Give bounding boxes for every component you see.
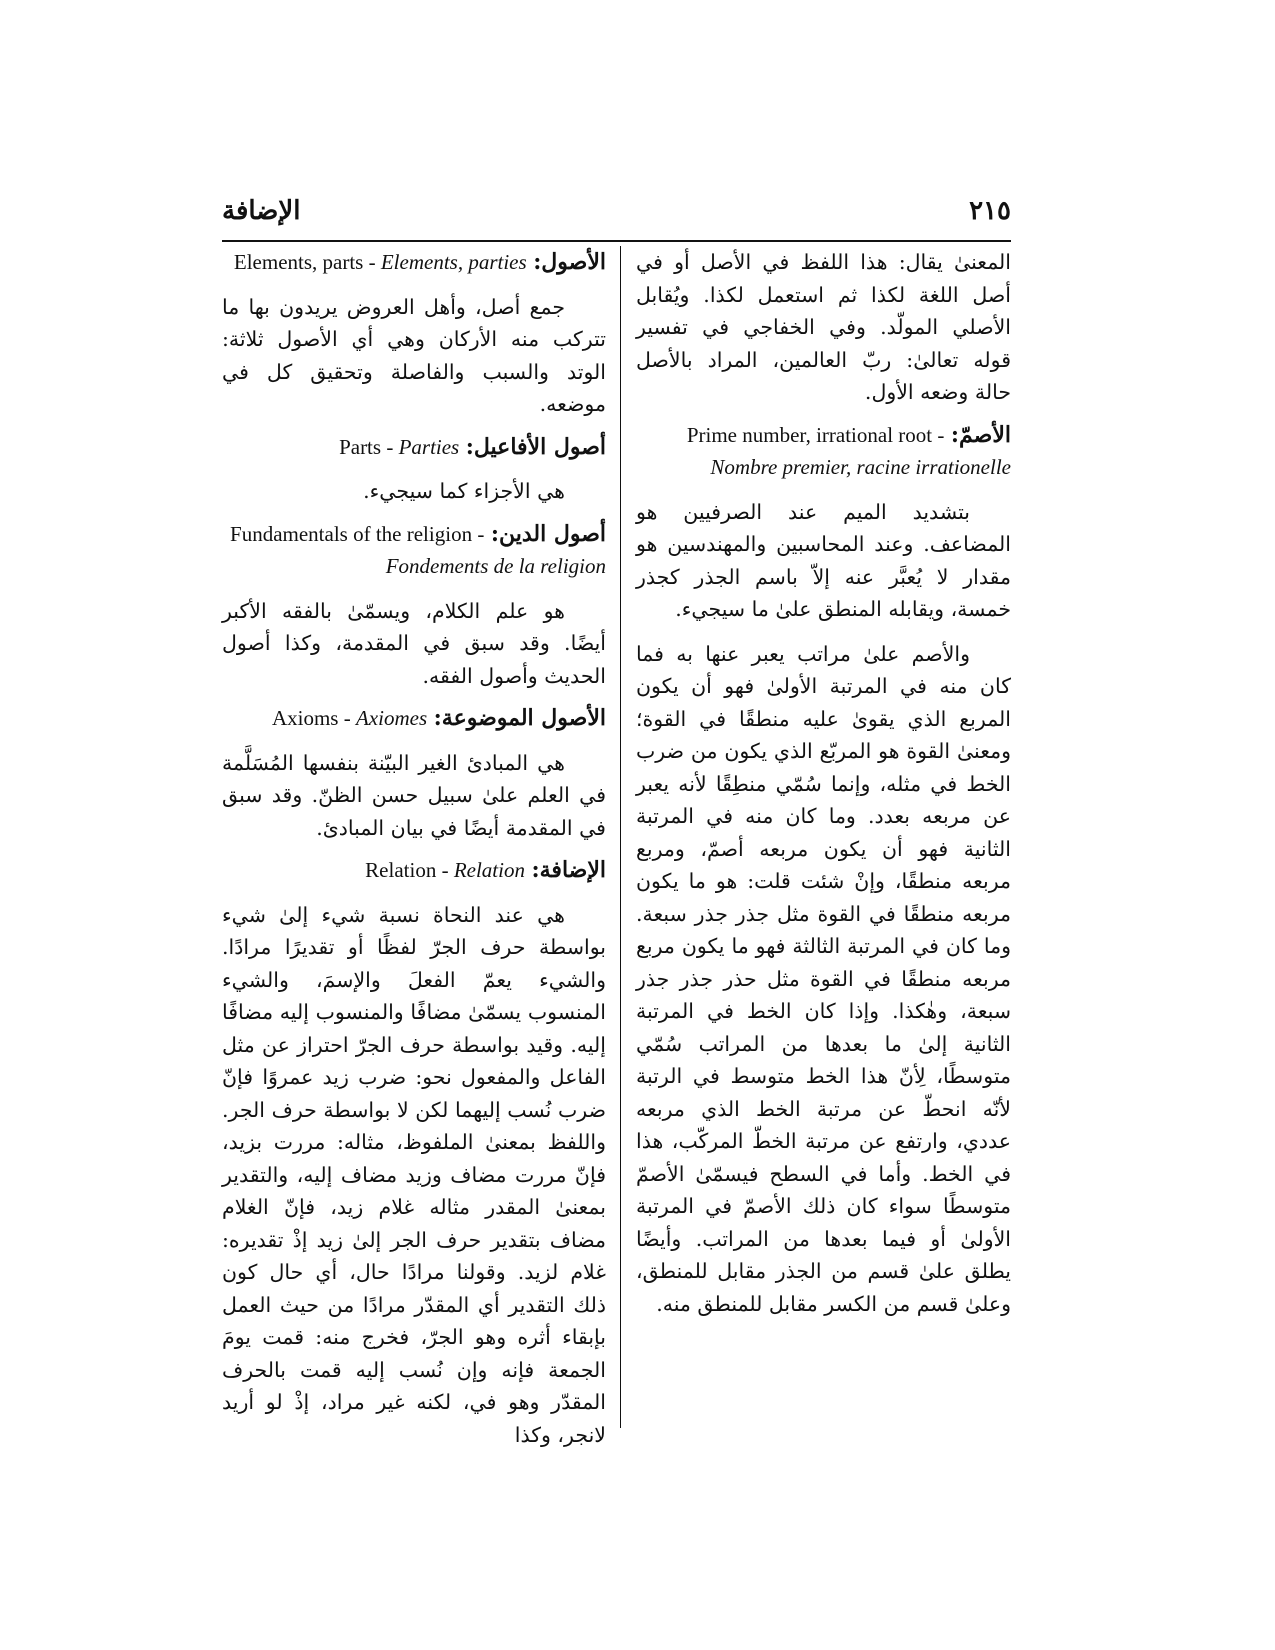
entry-paragraph: هي عند النحاة نسبة شيء إلىٰ شيء بواسطة حرف الجرّ لفظًا أو تقديرًا مرادًا. والشيء يعمّ الفعلَ والإسمَ، والشيء المنسوب يسمّىٰ مضافًا والمنسوب إليه مضافًا إليه. وقيد بواسطة حرف الجرّ احتراز عن مثل الفاعل والمفعول نحو: ضرب زيد عمروًا فإنّ ضرب نُسب إليهما لكن لا بواسطة حرف الجر. واللفظ بمعنىٰ الملفوظ، مثاله: مررت بزيد، فإنّ مررت مضاف وزيد مضاف إليه، والتقدير بمعنىٰ المقدر مثاله غلام زيد، فإنّ الغلام مضاف بتقدير حرف الجر إلىٰ زيد إذْ تقديره: غلام لزيد. وقولنا مرادًا حال، أي حال كون ذلك التقدير أي المقدّر مرادًا من حيث العمل بإبقاء أثره وهو الجرّ، فخرج منه: قمت يومَ الجمعة فإنه وإن نُسب إليه قمت بالحرف المقدّر وهو في، لكنه غير مراد، إذْ لو أريد لانجر، وكذا xyxy=(222,902,606,1447)
entry-idafa xyxy=(222,854,606,1451)
french-translation: Fondements de la religion xyxy=(385,554,606,578)
entry-heading xyxy=(222,431,606,464)
english-translation: Axioms - xyxy=(271,706,351,730)
french-translation: Parties xyxy=(398,434,460,459)
entry-paragraph: بتشديد الميم عند الصرفيين هو المضاعف. وعند المحاسبين والمهندسين هو مقدار لا يُعبَّر عنه إلاّ باسم الجذر كجذر خمسة، ويقابله المنطق علىٰ ما سيجيء. xyxy=(636,499,1011,621)
entry-translation xyxy=(365,858,525,882)
entry-paragraph: هو علم الكلام، ويسمّىٰ بالفقه الأكبر أيضًا. وقد سبق في المقدمة، وكذا أصول الحديث وأصول الفقه. xyxy=(222,598,606,688)
entry-heading xyxy=(222,702,606,735)
page-header xyxy=(222,196,1011,242)
entry-term: الأصول الموضوعة: xyxy=(433,705,606,731)
english-translation: Parts - xyxy=(339,434,394,459)
right-column xyxy=(636,246,1011,1330)
entry-heading xyxy=(222,854,606,887)
entry-heading xyxy=(636,419,1011,484)
english-translation: Prime number, irrational root - xyxy=(686,422,945,447)
french-translation: Relation xyxy=(453,858,525,882)
entry-usul-al-din xyxy=(222,518,606,693)
entry-term: الأصول: xyxy=(533,249,606,275)
entry-term: الأصمّ: xyxy=(950,421,1011,448)
french-translation: Nombre premier, racine irrationelle xyxy=(710,455,1011,479)
entry-paragraph: جمع أصل، وأهل العروض يريدون بها ما تتركب منه الأركان وهي أي الأصول ثلاثة: الوتد والسبب والفاصلة وتحقيق كل في موضعه. xyxy=(222,294,606,416)
english-translation: Fundamentals of the religion - xyxy=(230,521,485,546)
entry-heading xyxy=(222,518,606,583)
left-column xyxy=(222,246,606,1447)
running-title: الإضافة xyxy=(222,196,301,226)
entry-usul-mawdua xyxy=(222,702,606,844)
page-number: ٢١٥ xyxy=(969,196,1011,226)
entry-term: أصول الأفاعيل: xyxy=(465,433,606,460)
entry-translation xyxy=(272,706,427,730)
entry-paragraph: هي المبادئ الغير البيّنة بنفسها المُسَلَّمة في العلم علىٰ سبيل حسن الظنّ. وقد سبق في المقدمة أيضًا في بيان المبادئ. xyxy=(222,750,606,840)
entry-usul xyxy=(222,246,606,421)
entry-asamm xyxy=(636,419,1011,1321)
entry-term: الإضافة: xyxy=(531,857,606,883)
french-translation: Axiomes xyxy=(355,706,428,730)
entry-heading xyxy=(222,246,606,279)
entry-paragraph: هي الأجزاء كما سيجيء. xyxy=(363,479,565,503)
entry-paragraph: والأصم علىٰ مراتب يعبر عنها به فما كان منه في المرتبة الأولىٰ فهو أن يكون المربع الذي يقوىٰ عليه منطقًا في القوة؛ ومعنىٰ القوة هو المربّع الذي يكون من ضرب الخط في مثله، وإنما سُمّي منطِقًا لأنه يعبر عن مربعه بعدد. وما كان منه في المرتبة الثانية فهو أن يكون مربعه أصمّ، ومربع مربعه منطقًا، وإنْ شئت قلت: هو ما يكون مربعه منطقًا في القوة مثل جذر جذر سبعة. وما كان في المرتبة الثالثة فهو ما يكون مربع مربعه منطقًا في القوة مثل حذر جذر جذر سبعة، وهٰكذا. وإذا كان الخط في المرتبة الثانية إلىٰ ما بعدها من المراتب سُمّي متوسطًا، لِأنّ هذا الخط متوسط في الرتبة لأنّه انحطّ عن مرتبة الخط الذي مربعه عددي، وارتفع عن مرتبة الخطّ المركّب، هذا في الخط. وأما في السطح فيسمّىٰ الأصمّ متوسطًا سواء كان ذلك الأصمّ في المرتبة الأولىٰ أو فيما بعدها من المراتب. وأيضًا يطلق علىٰ قسم من الجذر مقابل للمنطق، وعلىٰ قسم من الكسر مقابل للمنطق منه. xyxy=(636,641,1011,1316)
column-divider xyxy=(620,246,621,1428)
entry-usul-al-afaeel xyxy=(222,431,606,508)
entry-term: أصول الدين: xyxy=(490,520,606,547)
continuation-paragraph: المعنىٰ يقال: هذا اللفظ في الأصل أو في أصل اللغة لكذا ثم استعمل لكذا. ويُقابل الأصلي المولّد. وفي الخفاجي في تفسير قوله تعالىٰ: ربّ العالمين، المراد بالأصل حالة وضعه الأول. xyxy=(636,250,1011,404)
english-translation: Relation - xyxy=(365,858,449,882)
entry-translation xyxy=(234,250,527,274)
english-translation: Elements, parts - xyxy=(233,250,376,274)
entry-translation xyxy=(339,435,459,459)
french-translation: Elements, parties xyxy=(380,250,527,274)
